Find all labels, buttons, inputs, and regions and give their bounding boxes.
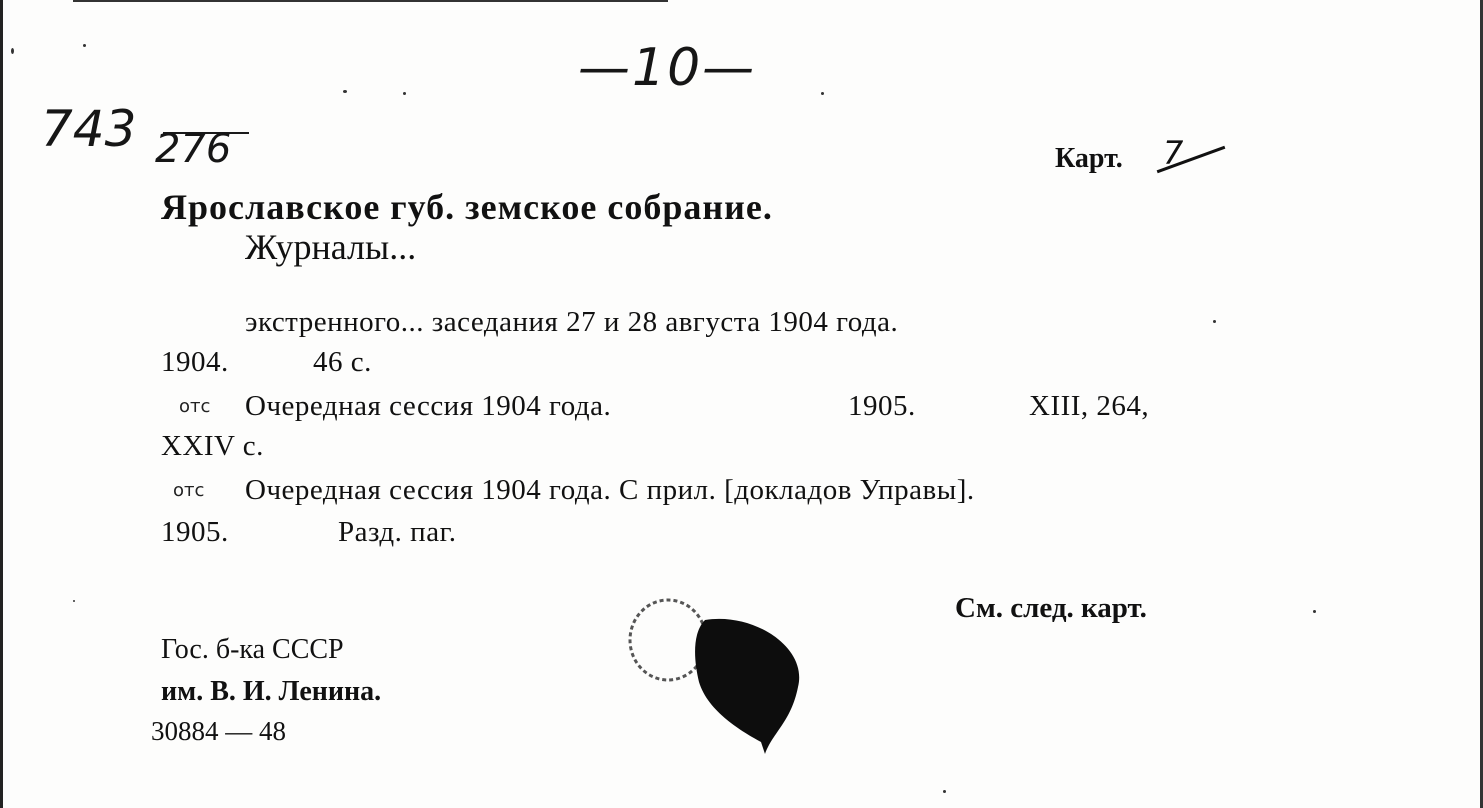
stamp-ring [630,600,706,680]
card-number: 7 [1163,134,1184,172]
scan-speck [1213,320,1216,323]
library-name-line2: им. В. И. Ленина. [161,676,382,707]
entry-3-mark: отс [173,480,205,501]
scan-speck [11,48,14,54]
catalog-subheading: Журналы... [245,227,417,267]
print-order-number: 30884 — 48 [151,716,286,746]
entry-2-pages-cont: XXIV с. [161,430,264,462]
entry-2-text: Очередная сессия 1904 года. [245,390,612,422]
ink-blot-stamp [623,592,813,762]
top-edge-rule [73,0,668,2]
card-label: Карт. [1055,143,1123,174]
scan-speck [83,44,86,47]
scan-speck [343,90,347,93]
scan-speck [1313,610,1316,613]
scan-speck [403,92,406,95]
page-number: —10— [578,38,757,98]
entry-2-year: 1905. [848,390,916,422]
catalog-heading: Ярославское губ. земское собрание. [161,187,773,227]
entry-2-mark: отс [179,396,211,417]
ink-blot [695,619,799,754]
scan-speck [821,92,824,95]
scan-speck [943,790,946,793]
entry-3-pages: Разд. паг. [338,516,457,548]
see-next-card: См. след. карт. [955,592,1147,624]
entry-1-year: 1904. [161,346,229,378]
inventory-number: 276 [155,126,232,172]
shelf-number: 743 [41,100,137,158]
entry-2-pages: XIII, 264, [1029,390,1150,422]
entry-3-text: Очередная сессия 1904 года. С прил. [докладов Управы]. [245,474,975,506]
library-name-line1: Гос. б-ка СССР [161,634,344,665]
entry-1-text: экстренного... заседания 27 и 28 августа 1904 года. [245,306,899,338]
entry-3-year: 1905. [161,516,229,548]
scan-speck [73,600,75,602]
entry-1-pages: 46 с. [313,346,372,378]
